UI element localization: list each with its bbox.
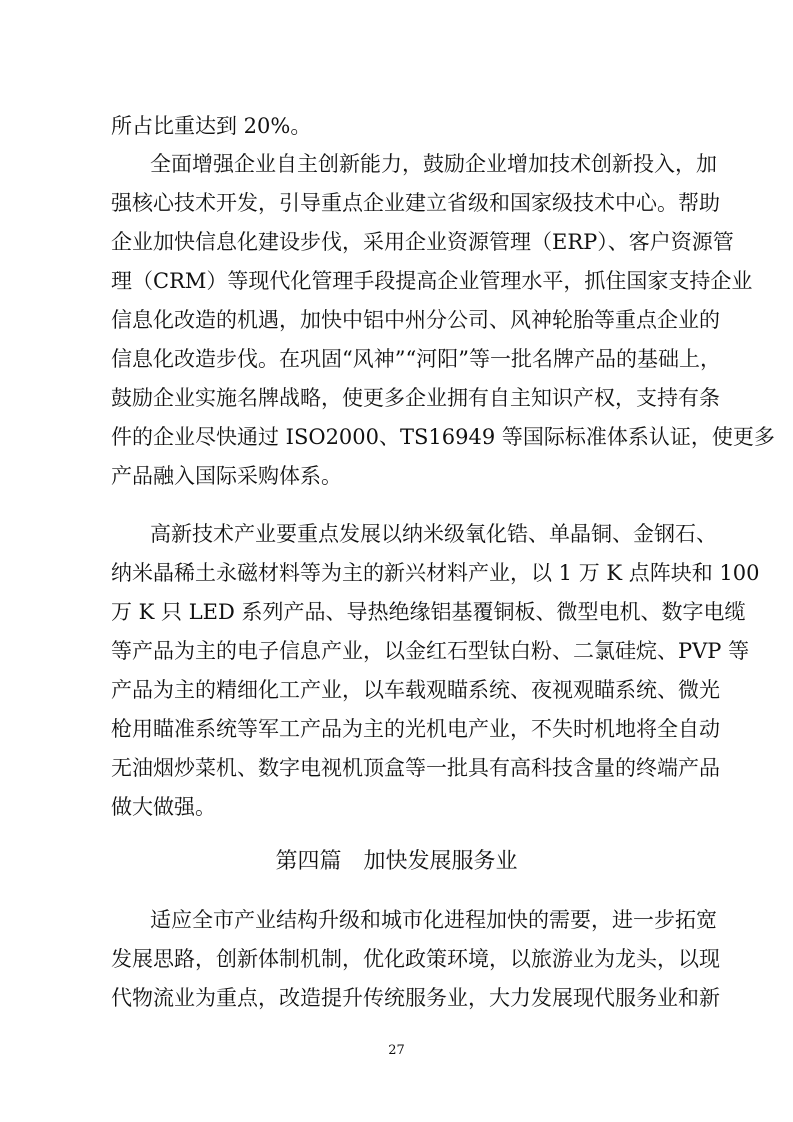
paragraph-0-line-1: 所占比重达到 20%。 xyxy=(111,114,312,138)
page-number: 27 xyxy=(388,1043,405,1058)
paragraph-1-line-8: 件的企业尽快通过 ISO2000、TS16949 等国际标准体系认证，使更多 xyxy=(111,425,775,449)
paragraph-1-line-7: 鼓励企业实施名牌战略，使更多企业拥有自主知识产权，支持有条 xyxy=(111,386,720,410)
paragraph-2-line-8: 做大做强。 xyxy=(111,795,216,819)
paragraph-3-line-2: 发展思路，创新体制机制，优化政策环境，以旅游业为龙头，以现 xyxy=(111,947,720,971)
paragraph-1-line-4: 理（CRM）等现代化管理手段提高企业管理水平，抓住国家支持企业 xyxy=(111,269,753,293)
paragraph-2-line-3: 万 K 只 LED 系列产品、导热绝缘铝基覆铜板、微型电机、数字电缆 xyxy=(111,600,746,624)
paragraph-1-line-5: 信息化改造的机遇，加快中铝中州分公司、风神轮胎等重点企业的 xyxy=(111,308,720,332)
paragraph-2-line-2: 纳米晶稀土永磁材料等为主的新兴材料产业，以 1 万 K 点阵块和 100 xyxy=(111,561,760,585)
paragraph-2-line-1: 高新技术产业要重点发展以纳米级氧化锆、单晶铜、金钢石、 xyxy=(150,522,717,546)
paragraph-2-line-6: 枪用瞄准系统等军工产品为主的光机电产业，不失时机地将全自动 xyxy=(111,717,720,741)
section-heading: 第四篇 加快发展服务业 xyxy=(275,849,518,874)
paragraph-1-line-9: 产品融入国际采购体系。 xyxy=(111,464,342,488)
paragraph-1-line-2: 强核心技术开发，引导重点企业建立省级和国家级技术中心。帮助 xyxy=(111,191,720,215)
paragraph-1-line-3: 企业加快信息化建设步伐，采用企业资源管理（ERP）、客户资源管 xyxy=(111,230,734,254)
paragraph-2-line-7: 无油烟炒菜机、数字电视机顶盒等一批具有高科技含量的终端产品 xyxy=(111,756,720,780)
paragraph-1-line-6: 信息化改造步伐。在巩固“风神”“河阳”等一批名牌产品的基础上， xyxy=(111,347,721,371)
paragraph-3-line-3: 代物流业为重点，改造提升传统服务业，大力发展现代服务业和新 xyxy=(111,986,720,1010)
paragraph-2-line-5: 产品为主的精细化工产业，以车载观瞄系统、夜视观瞄系统、微光 xyxy=(111,678,720,702)
paragraph-1-line-1: 全面增强企业自主创新能力，鼓励企业增加技术创新投入，加 xyxy=(150,152,717,176)
paragraph-2-line-4: 等产品为主的电子信息产业，以金红石型钛白粉、二氯硅烷、PVP 等 xyxy=(111,639,750,663)
paragraph-3-line-1: 适应全市产业结构升级和城市化进程加快的需要，进一步拓宽 xyxy=(150,908,717,932)
